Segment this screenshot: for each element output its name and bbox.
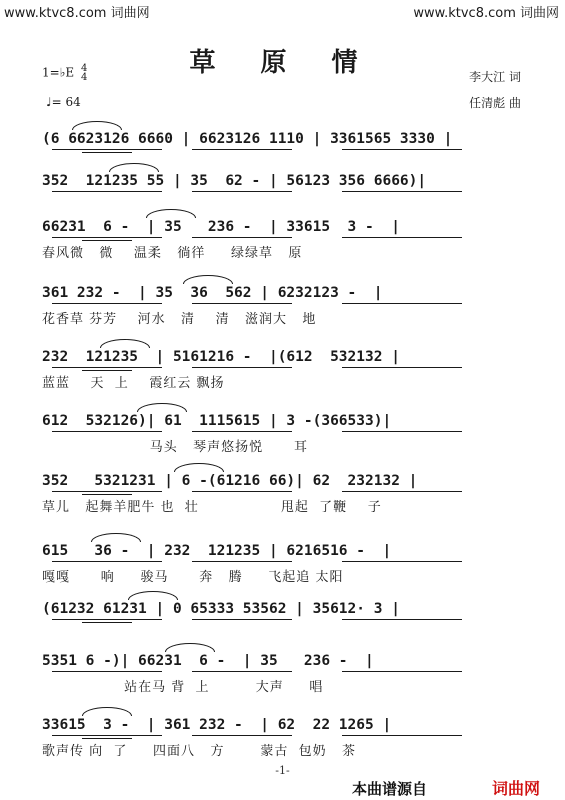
beam-line [192, 735, 292, 736]
lyrics-line: 草儿 起舞羊肥牛 也 壮 甩起 了鞭 子 [42, 500, 382, 514]
beam-line [52, 237, 162, 238]
beam-line [342, 735, 462, 736]
notation-line: 66231 6 - | 35 236 - | 33615 3 - | [42, 219, 400, 235]
beam-line [192, 149, 292, 150]
beam-line [342, 303, 462, 304]
slur-mark [72, 121, 122, 130]
beam-line [342, 619, 462, 620]
lyrics-line: 马头 琴声悠扬悦 耳 [42, 440, 308, 454]
footer-logo: 词曲网 [492, 779, 541, 798]
watermark-right: www.ktvc8.com 词曲网 [413, 6, 559, 21]
beam-line [342, 191, 462, 192]
beam-line [52, 303, 162, 304]
notation-line: (6 6623126 6660 | 6623126 1110 | 3361565 3330 | [42, 131, 453, 147]
notation-line: 361 232 - | 35 36 562 | 6232123 - | [42, 285, 383, 301]
beam-line [192, 561, 292, 562]
slur-mark [165, 643, 215, 652]
beam-line [192, 237, 292, 238]
time-bottom: 4 [80, 72, 88, 83]
watermark-left: www.ktvc8.com 词曲网 [4, 6, 150, 21]
lyrics-line: 春风微 微 温柔 徜徉 绿绿草 原 [42, 246, 303, 260]
beam-line [52, 561, 162, 562]
beam-line [192, 671, 292, 672]
lyricist-credit: 李大江 词 [469, 70, 521, 84]
slur-mark [82, 707, 132, 716]
slur-mark [128, 591, 178, 600]
beam-line [342, 671, 462, 672]
slur-mark [91, 533, 141, 542]
notation-line: 33615 3 - | 361 232 - | 62 22 1265 | [42, 717, 392, 733]
lyrics-line: 嘎嘎 响 骏马 奔 腾 飞起追 太阳 [42, 570, 344, 584]
beam-line [342, 431, 462, 432]
beam-line [52, 619, 162, 620]
lyrics-line: 蓝蓝 天 上 霞红云 飘扬 [42, 376, 225, 390]
beam-line [192, 491, 292, 492]
beam-line-double [82, 370, 132, 371]
slur-mark [146, 209, 196, 218]
footer-source-text: 本曲谱源自 [352, 780, 428, 798]
beam-line [52, 735, 162, 736]
notation-line: 352 5321231 | 6 -(61216 66)| 62 232132 | [42, 473, 418, 489]
beam-line-double [82, 738, 132, 739]
notation-line: 612 532126)| 61 1115615 | 3 -(366533)| [42, 413, 392, 429]
slur-mark [100, 339, 150, 348]
beam-line [52, 431, 162, 432]
beam-line [342, 237, 462, 238]
lyrics-line: 站在马 背 上 大声 唱 [42, 680, 324, 694]
beam-line [342, 491, 462, 492]
time-top: 4 [80, 63, 88, 74]
notation-line: 232 121235 | 5161216 - |(612 532132 | [42, 349, 400, 365]
key-label: 1=♭E [42, 65, 75, 80]
time-signature [81, 64, 87, 82]
beam-line [52, 367, 162, 368]
beam-line [52, 191, 162, 192]
song-title: 草 原 情 [189, 48, 376, 78]
notation-line: (61232 61231 | 0 65333 53562 | 35612· 3 | [42, 601, 400, 617]
beam-line [192, 431, 292, 432]
beam-line [342, 149, 462, 150]
beam-line [52, 149, 162, 150]
beam-line [192, 619, 292, 620]
beam-line [52, 491, 162, 492]
lyrics-line: 花香草 芬芳 河水 清 清 滋润大 地 [42, 312, 317, 326]
slur-mark [183, 275, 233, 284]
beam-line [52, 671, 162, 672]
beam-line-double [82, 152, 132, 153]
beam-line [192, 303, 292, 304]
tempo-marking: ♩= 64 [46, 95, 81, 109]
notation-line: 352 121235 55 | 35 62 - | 56123 356 6666)| [42, 173, 427, 189]
composer-credit: 任清彪 曲 [469, 96, 521, 110]
page-number: -1- [275, 764, 290, 777]
notation-line: 615 36 - | 232 121235 | 6216516 - | [42, 543, 392, 559]
key-signature [42, 64, 87, 82]
beam-line [192, 367, 292, 368]
beam-line [192, 191, 292, 192]
beam-line [342, 561, 462, 562]
slur-mark [137, 403, 187, 412]
notation-line: 5351 6 -)| 66231 6 - | 35 236 - | [42, 653, 374, 669]
lyrics-line: 歌声传 向 了 四面八 方 蒙古 包奶 茶 [42, 744, 357, 758]
beam-line-double [82, 622, 132, 623]
beam-line [342, 367, 462, 368]
slur-mark [174, 463, 224, 472]
beam-line-double [82, 240, 132, 241]
slur-mark [109, 163, 159, 172]
beam-line-double [82, 494, 132, 495]
